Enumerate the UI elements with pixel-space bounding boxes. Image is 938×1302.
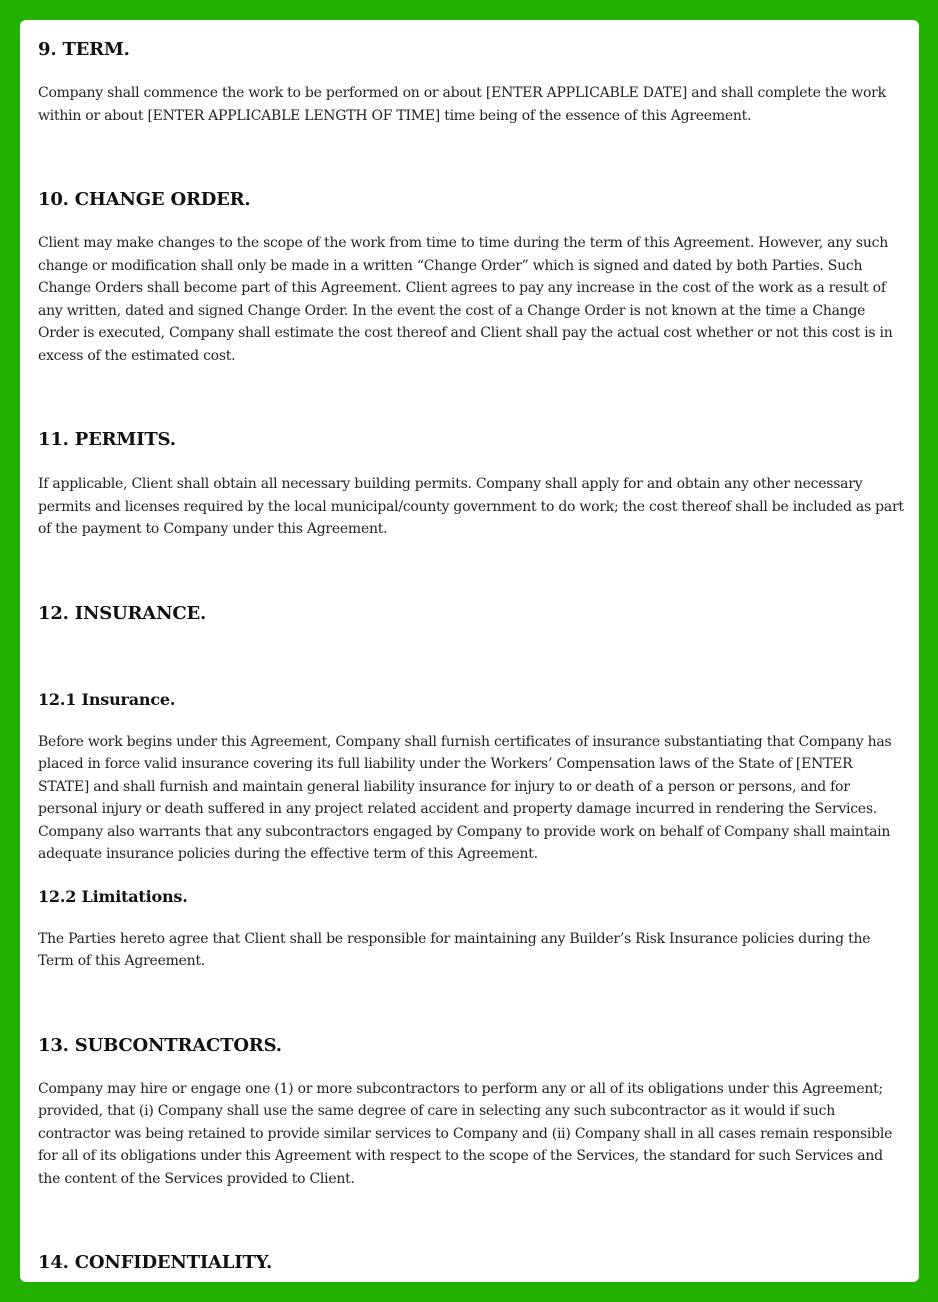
subsection-heading-limitations: 12.2 Limitations.	[38, 886, 188, 906]
section-body-permits: If applicable, Client shall obtain all necessary building permits. Company shall apply for and obtain any other necessary permits and licenses required by the local municipal/county government to do work; the cost thereof shall be included as part of the payment to Company under this Agreement.	[38, 476, 904, 537]
section-heading-subcontractors: 13. SUBCONTRACTORS.	[38, 1034, 282, 1056]
section-heading-permits: 11. PERMITS.	[38, 429, 176, 450]
section-heading-confidentiality: 14. CONFIDENTIALITY.	[38, 1252, 273, 1273]
section-heading-change-order: 10. CHANGE ORDER.	[38, 189, 251, 210]
section-heading-insurance: 12. INSURANCE.	[38, 602, 207, 624]
subsection-body-limitations: The Parties hereto agree that Client shall be responsible for maintaining any Builder’s Risk Insurance policies during the Term of this Agreement.	[38, 930, 871, 969]
document-page	[20, 20, 919, 1282]
document-content	[20, 20, 919, 1275]
subsection-body-insurance: Before work begins under this Agreement, Company shall furnish certificates of insurance substantiating that Company has placed in force valid insurance covering its full liability under the Workers’ Compensation laws of the State of [ENTER STATE] and shall furnish and maintain general liability insurance for injury to or death of a person or persons, and for personal injury or death suffered in any project related accident and property damage incurred in rendering the Services. Company also warrants that any subcontractors engaged by Company to provide work on behalf of Company shall maintain adequate insurance policies during the effective term of this Agreement.	[38, 733, 892, 862]
section-body-change-order: Client may make changes to the scope of the work from time to time during the term of this Agreement. However, any such change or modification shall only be made in a written “Change Order” which is signed and dated by both Parties. Such Change Orders shall become part of this Agreement. Client agrees to pay any increase in the cost of the work as a result of any written, dated and signed Change Order. In the event the cost of a Change Order is not known at the time a Change Order is executed, Company shall estimate the cost thereof and Client shall pay the actual cost whether or not this cost is in excess of the estimated cost.	[38, 235, 893, 364]
section-body-subcontractors: Company may hire or engage one (1) or more subcontractors to perform any or all of its obligations under this Agreement; provided, that (i) Company shall use the same degree of care in selecting any such subcontractor as it would if such contractor was being retained to provide similar services to Company and (ii) Company shall in all cases remain responsible for all of its obligations under this Agreement with respect to the scope of the Services, the standard for such Services and the content of the Services provided to Client.	[38, 1080, 893, 1187]
subsection-heading-insurance: 12.1 Insurance.	[38, 689, 176, 709]
section-heading-term: 9. TERM.	[38, 39, 130, 60]
section-body-term: Company shall commence the work to be performed on or about [ENTER APPLICABLE DATE] and shall complete the work within or about [ENTER APPLICABLE LENGTH OF TIME] time being of the essence of this Agreement.	[38, 85, 886, 124]
